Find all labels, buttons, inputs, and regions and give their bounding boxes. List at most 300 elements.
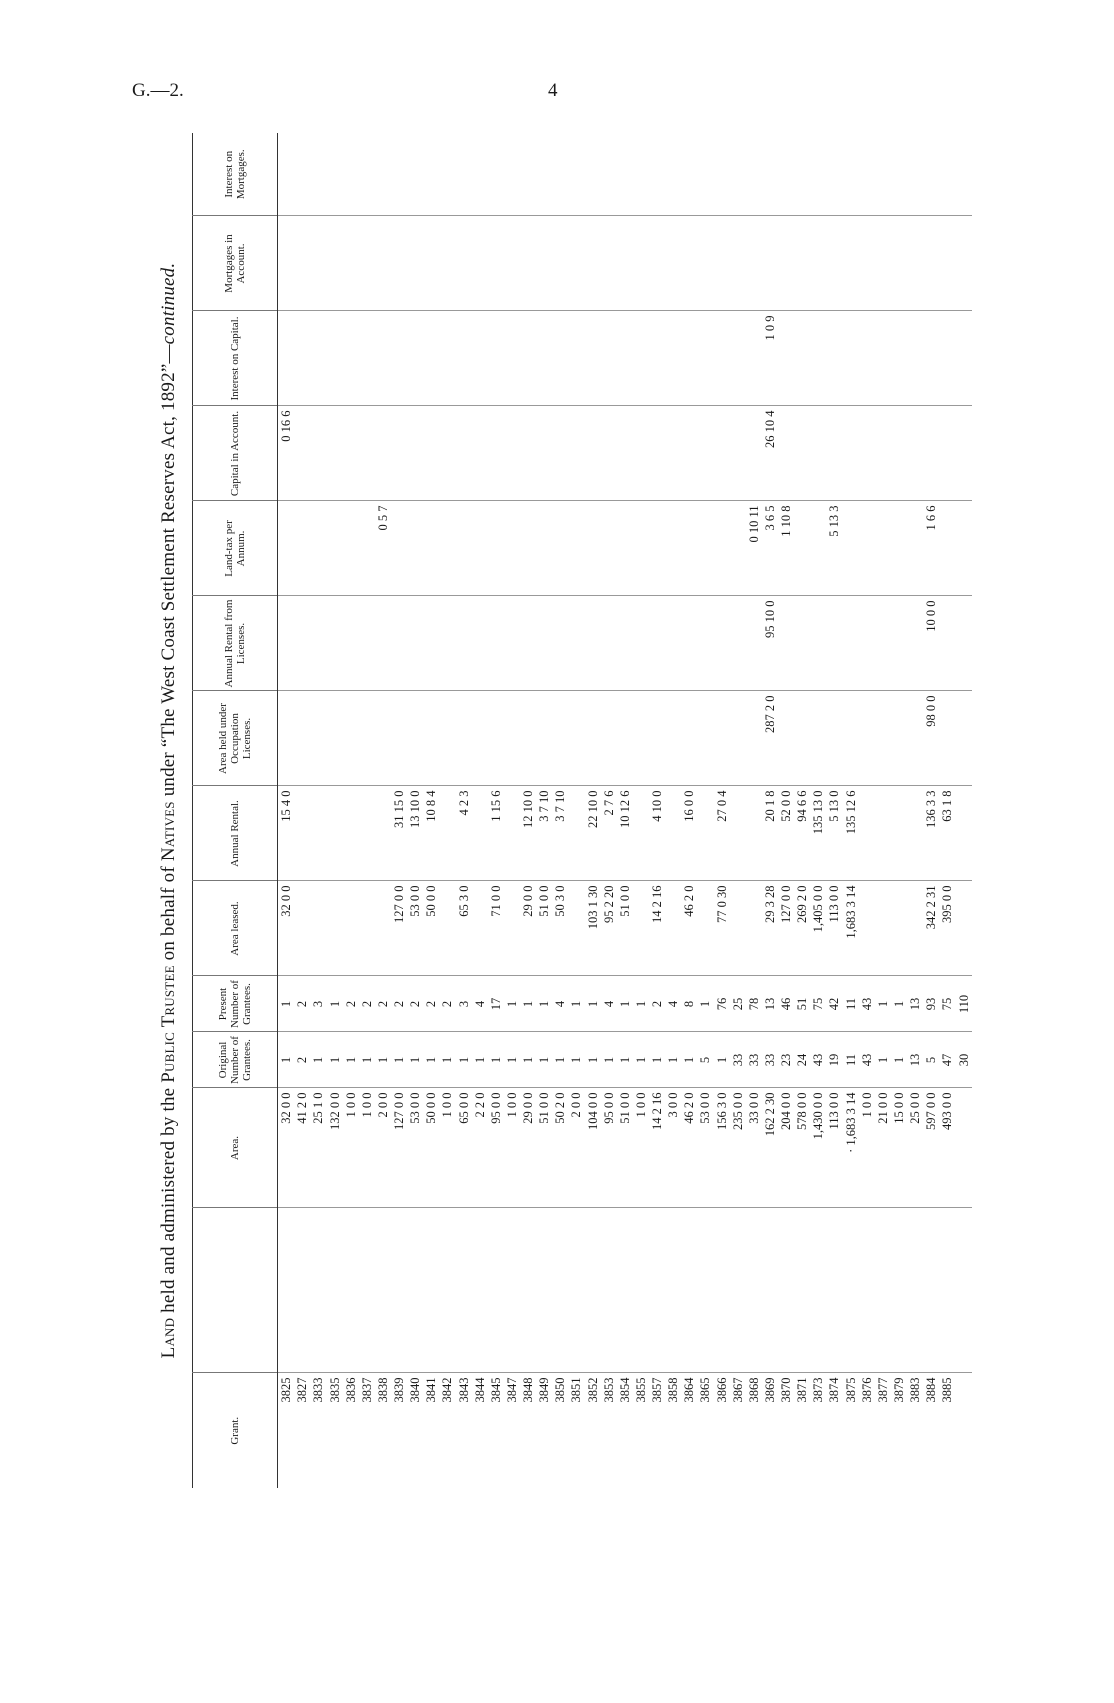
mortgages-cell bbox=[439, 216, 455, 311]
interest-capital-cell bbox=[810, 311, 826, 406]
interest-capital-cell bbox=[697, 311, 713, 406]
original-grantees-cell: 1 bbox=[649, 1032, 665, 1088]
mortgages-cell bbox=[649, 216, 665, 311]
capital-cell bbox=[794, 406, 810, 501]
original-grantees-cell: 47 bbox=[939, 1032, 955, 1088]
interest-mortgages-cell bbox=[439, 133, 455, 216]
area-cell: 41 2 0 bbox=[294, 1088, 310, 1208]
license-rental-cell bbox=[665, 596, 681, 691]
section-cell bbox=[488, 1208, 504, 1373]
interest-mortgages-cell bbox=[536, 133, 552, 216]
annual-rental-cell: 1 15 6 bbox=[488, 786, 504, 881]
section-cell bbox=[359, 1208, 375, 1373]
table-row bbox=[617, 133, 633, 1488]
capital-cell bbox=[730, 406, 746, 501]
title-part: Land bbox=[158, 1317, 179, 1359]
land-tax-cell bbox=[633, 501, 649, 596]
original-grantees-cell: 5 bbox=[697, 1032, 713, 1088]
interest-capital-cell bbox=[907, 311, 923, 406]
area-leased-cell bbox=[294, 881, 310, 976]
interest-mortgages-cell bbox=[955, 133, 972, 216]
interest-capital-cell bbox=[359, 311, 375, 406]
section-cell bbox=[875, 1208, 891, 1373]
mortgages-cell bbox=[391, 216, 407, 311]
interest-mortgages-cell bbox=[778, 133, 794, 216]
mortgages-cell bbox=[343, 216, 359, 311]
capital-cell bbox=[681, 406, 697, 501]
land-tax-cell: 0 10 11 bbox=[746, 501, 762, 596]
mortgages-cell bbox=[842, 216, 858, 311]
annual-rental-cell bbox=[472, 786, 488, 881]
annual-rental-cell bbox=[343, 786, 359, 881]
interest-capital-cell bbox=[875, 311, 891, 406]
table-row bbox=[601, 133, 617, 1488]
occupation-area-cell bbox=[343, 691, 359, 786]
land-tax-cell bbox=[697, 501, 713, 596]
interest-capital-cell bbox=[681, 311, 697, 406]
section-cell bbox=[278, 1208, 295, 1373]
capital-cell bbox=[455, 406, 471, 501]
table-row bbox=[326, 133, 342, 1488]
grant-number-cell: 3825 bbox=[278, 1373, 295, 1488]
area-cell: 25 1 0 bbox=[310, 1088, 326, 1208]
area-leased-cell: 269 2 0 bbox=[794, 881, 810, 976]
area-cell: 113 0 0 bbox=[826, 1088, 842, 1208]
mortgages-cell bbox=[907, 216, 923, 311]
occupation-area-cell bbox=[391, 691, 407, 786]
interest-mortgages-cell bbox=[649, 133, 665, 216]
table-row bbox=[294, 133, 310, 1488]
section-cell bbox=[746, 1208, 762, 1373]
present-grantees-cell: 2 bbox=[375, 976, 391, 1032]
original-grantees-cell: 2 bbox=[294, 1032, 310, 1088]
column-header bbox=[193, 1208, 278, 1373]
original-grantees-cell: 1 bbox=[278, 1032, 295, 1088]
area-cell: 127 0 0 bbox=[391, 1088, 407, 1208]
original-grantees-cell: 1 bbox=[455, 1032, 471, 1088]
interest-mortgages-cell bbox=[520, 133, 536, 216]
interest-capital-cell bbox=[649, 311, 665, 406]
section-cell bbox=[601, 1208, 617, 1373]
occupation-area-cell bbox=[520, 691, 536, 786]
present-grantees-cell: 43 bbox=[859, 976, 875, 1032]
grant-number-cell: 3866 bbox=[713, 1373, 729, 1488]
capital-cell bbox=[697, 406, 713, 501]
section-cell bbox=[472, 1208, 488, 1373]
occupation-area-cell bbox=[939, 691, 955, 786]
annual-rental-cell bbox=[697, 786, 713, 881]
annual-rental-cell: 15 4 0 bbox=[278, 786, 295, 881]
capital-cell bbox=[326, 406, 342, 501]
occupation-area-cell bbox=[407, 691, 423, 786]
annual-rental-cell: 22 10 0 bbox=[584, 786, 600, 881]
land-tax-cell bbox=[907, 501, 923, 596]
grant-number-cell: 3850 bbox=[552, 1373, 568, 1488]
present-grantees-cell: 1 bbox=[520, 976, 536, 1032]
annual-rental-cell: 135 12 6 bbox=[842, 786, 858, 881]
land-tax-cell bbox=[859, 501, 875, 596]
capital-cell bbox=[891, 406, 907, 501]
occupation-area-cell bbox=[794, 691, 810, 786]
license-rental-cell: 95 10 0 bbox=[762, 596, 778, 691]
area-cell: 162 2 30 bbox=[762, 1088, 778, 1208]
present-grantees-cell: 3 bbox=[310, 976, 326, 1032]
area-cell: 1 0 0 bbox=[359, 1088, 375, 1208]
interest-mortgages-cell bbox=[310, 133, 326, 216]
table-row bbox=[665, 133, 681, 1488]
occupation-area-cell bbox=[439, 691, 455, 786]
interest-mortgages-cell bbox=[810, 133, 826, 216]
original-grantees-cell: 1 bbox=[488, 1032, 504, 1088]
interest-capital-cell bbox=[455, 311, 471, 406]
interest-capital-cell bbox=[601, 311, 617, 406]
area-cell: 104 0 0 bbox=[584, 1088, 600, 1208]
occupation-area-cell bbox=[310, 691, 326, 786]
present-grantees-cell: 2 bbox=[439, 976, 455, 1032]
present-grantees-cell: 2 bbox=[343, 976, 359, 1032]
area-cell: 1,430 0 0 bbox=[810, 1088, 826, 1208]
interest-capital-cell bbox=[310, 311, 326, 406]
section-cell bbox=[407, 1208, 423, 1373]
area-leased-cell: 395 0 0 bbox=[939, 881, 955, 976]
mortgages-cell bbox=[536, 216, 552, 311]
capital-cell bbox=[552, 406, 568, 501]
land-tax-cell bbox=[584, 501, 600, 596]
annual-rental-cell: 13 10 0 bbox=[407, 786, 423, 881]
grant-number-cell: 3843 bbox=[455, 1373, 471, 1488]
original-grantees-cell: 1 bbox=[326, 1032, 342, 1088]
original-grantees-cell: 19 bbox=[826, 1032, 842, 1088]
interest-capital-cell bbox=[730, 311, 746, 406]
interest-mortgages-cell bbox=[633, 133, 649, 216]
table-row bbox=[536, 133, 552, 1488]
capital-cell bbox=[472, 406, 488, 501]
interest-mortgages-cell bbox=[681, 133, 697, 216]
table-row bbox=[439, 133, 455, 1488]
annual-rental-cell bbox=[359, 786, 375, 881]
land-tax-cell bbox=[568, 501, 584, 596]
area-cell: 95 0 0 bbox=[488, 1088, 504, 1208]
license-rental-cell bbox=[810, 596, 826, 691]
original-grantees-cell: 1 bbox=[423, 1032, 439, 1088]
original-grantees-cell: 1 bbox=[665, 1032, 681, 1088]
grant-number-cell: 3885 bbox=[939, 1373, 955, 1488]
land-tax-cell bbox=[891, 501, 907, 596]
annual-rental-cell bbox=[375, 786, 391, 881]
grant-number-cell: 3858 bbox=[665, 1373, 681, 1488]
present-grantees-cell: 13 bbox=[907, 976, 923, 1032]
table-title bbox=[158, 133, 180, 1488]
table-row bbox=[391, 133, 407, 1488]
mortgages-cell bbox=[826, 216, 842, 311]
column-header: Area. bbox=[193, 1088, 278, 1208]
land-tax-cell bbox=[310, 501, 326, 596]
license-rental-cell bbox=[423, 596, 439, 691]
license-rental-cell bbox=[697, 596, 713, 691]
grant-number-cell: 3875 bbox=[842, 1373, 858, 1488]
section-cell bbox=[939, 1208, 955, 1373]
table-row bbox=[794, 133, 810, 1488]
area-leased-cell: 77 0 30 bbox=[713, 881, 729, 976]
land-tax-cell bbox=[810, 501, 826, 596]
annual-rental-cell: 3 7 10 bbox=[536, 786, 552, 881]
occupation-area-cell bbox=[891, 691, 907, 786]
area-cell: 46 2 0 bbox=[681, 1088, 697, 1208]
interest-mortgages-cell bbox=[907, 133, 923, 216]
present-grantees-cell: 46 bbox=[778, 976, 794, 1032]
capital-cell bbox=[601, 406, 617, 501]
occupation-area-cell bbox=[536, 691, 552, 786]
area-leased-cell: 1,405 0 0 bbox=[810, 881, 826, 976]
section-cell bbox=[617, 1208, 633, 1373]
table-row bbox=[730, 133, 746, 1488]
license-rental-cell bbox=[536, 596, 552, 691]
original-grantees-cell: 33 bbox=[746, 1032, 762, 1088]
capital-cell: 26 10 4 bbox=[762, 406, 778, 501]
grant-number-cell: 3835 bbox=[326, 1373, 342, 1488]
area-leased-cell bbox=[326, 881, 342, 976]
capital-cell bbox=[955, 406, 972, 501]
mortgages-cell bbox=[859, 216, 875, 311]
annual-rental-cell bbox=[439, 786, 455, 881]
interest-mortgages-cell bbox=[455, 133, 471, 216]
area-cell: 14 2 16 bbox=[649, 1088, 665, 1208]
original-grantees-cell: 24 bbox=[794, 1032, 810, 1088]
section-cell bbox=[826, 1208, 842, 1373]
area-leased-cell: 103 1 30 bbox=[584, 881, 600, 976]
license-rental-cell bbox=[778, 596, 794, 691]
area-leased-cell bbox=[568, 881, 584, 976]
occupation-area-cell bbox=[746, 691, 762, 786]
interest-mortgages-cell bbox=[859, 133, 875, 216]
capital-cell bbox=[778, 406, 794, 501]
annual-rental-cell: 63 1 8 bbox=[939, 786, 955, 881]
area-cell: 1 0 0 bbox=[633, 1088, 649, 1208]
capital-cell bbox=[842, 406, 858, 501]
original-grantees-cell: 11 bbox=[842, 1032, 858, 1088]
area-cell: 1 0 0 bbox=[343, 1088, 359, 1208]
interest-mortgages-cell bbox=[584, 133, 600, 216]
present-grantees-cell: 75 bbox=[810, 976, 826, 1032]
mortgages-cell bbox=[455, 216, 471, 311]
license-rental-cell bbox=[568, 596, 584, 691]
license-rental-cell bbox=[455, 596, 471, 691]
original-grantees-cell: 1 bbox=[891, 1032, 907, 1088]
area-leased-cell: 29 3 28 bbox=[762, 881, 778, 976]
mortgages-cell bbox=[665, 216, 681, 311]
area-leased-cell bbox=[955, 881, 972, 976]
area-leased-cell bbox=[439, 881, 455, 976]
area-cell: 1 0 0 bbox=[859, 1088, 875, 1208]
capital-cell bbox=[407, 406, 423, 501]
section-cell bbox=[504, 1208, 520, 1373]
occupation-area-cell bbox=[504, 691, 520, 786]
grant-number-cell bbox=[955, 1373, 972, 1488]
interest-mortgages-cell bbox=[343, 133, 359, 216]
table-row bbox=[923, 133, 939, 1488]
mortgages-cell bbox=[923, 216, 939, 311]
grant-number-cell: 3841 bbox=[423, 1373, 439, 1488]
table-body bbox=[278, 133, 973, 1488]
area-leased-cell bbox=[343, 881, 359, 976]
original-grantees-cell: 13 bbox=[907, 1032, 923, 1088]
interest-capital-cell bbox=[891, 311, 907, 406]
capital-cell bbox=[488, 406, 504, 501]
grant-number-cell: 3883 bbox=[907, 1373, 923, 1488]
annual-rental-cell bbox=[891, 786, 907, 881]
section-cell bbox=[423, 1208, 439, 1373]
table-row bbox=[552, 133, 568, 1488]
land-tax-cell bbox=[278, 501, 295, 596]
annual-rental-cell: 20 1 8 bbox=[762, 786, 778, 881]
land-tax-cell bbox=[552, 501, 568, 596]
occupation-area-cell bbox=[633, 691, 649, 786]
column-header: Mortgages in Account. bbox=[193, 216, 278, 311]
occupation-area-cell bbox=[359, 691, 375, 786]
original-grantees-cell: 33 bbox=[730, 1032, 746, 1088]
license-rental-cell bbox=[504, 596, 520, 691]
header-row bbox=[193, 133, 278, 1488]
annual-rental-cell: 5 13 0 bbox=[826, 786, 842, 881]
column-header: Area leased. bbox=[193, 881, 278, 976]
column-header: Present Number of Grantees. bbox=[193, 976, 278, 1032]
original-grantees-cell: 1 bbox=[601, 1032, 617, 1088]
interest-capital-cell bbox=[665, 311, 681, 406]
original-grantees-cell: 1 bbox=[504, 1032, 520, 1088]
page-number: 4 bbox=[548, 80, 558, 101]
interest-mortgages-cell bbox=[617, 133, 633, 216]
mortgages-cell bbox=[488, 216, 504, 311]
capital-cell bbox=[294, 406, 310, 501]
interest-mortgages-cell bbox=[665, 133, 681, 216]
annual-rental-cell bbox=[746, 786, 762, 881]
original-grantees-cell: 1 bbox=[391, 1032, 407, 1088]
section-cell bbox=[794, 1208, 810, 1373]
original-grantees-cell: 30 bbox=[955, 1032, 972, 1088]
occupation-area-cell bbox=[697, 691, 713, 786]
grant-number-cell: 3827 bbox=[294, 1373, 310, 1488]
annual-rental-cell: 31 15 0 bbox=[391, 786, 407, 881]
table-row bbox=[762, 133, 778, 1488]
interest-mortgages-cell bbox=[875, 133, 891, 216]
present-grantees-cell: 76 bbox=[713, 976, 729, 1032]
interest-capital-cell bbox=[826, 311, 842, 406]
mortgages-cell bbox=[617, 216, 633, 311]
original-grantees-cell: 43 bbox=[859, 1032, 875, 1088]
original-grantees-cell: 1 bbox=[343, 1032, 359, 1088]
land-tax-cell bbox=[617, 501, 633, 596]
annual-rental-cell: 10 8 4 bbox=[423, 786, 439, 881]
present-grantees-cell: 75 bbox=[939, 976, 955, 1032]
area-leased-cell bbox=[472, 881, 488, 976]
section-cell bbox=[842, 1208, 858, 1373]
license-rental-cell bbox=[375, 596, 391, 691]
column-header: Original Number of Grantees. bbox=[193, 1032, 278, 1088]
section-cell bbox=[294, 1208, 310, 1373]
section-cell bbox=[665, 1208, 681, 1373]
present-grantees-cell: 1 bbox=[697, 976, 713, 1032]
mortgages-cell bbox=[375, 216, 391, 311]
area-cell: 204 0 0 bbox=[778, 1088, 794, 1208]
table-row bbox=[375, 133, 391, 1488]
present-grantees-cell: 3 bbox=[455, 976, 471, 1032]
occupation-area-cell bbox=[649, 691, 665, 786]
present-grantees-cell: 2 bbox=[391, 976, 407, 1032]
interest-mortgages-cell bbox=[923, 133, 939, 216]
area-cell: 2 0 0 bbox=[568, 1088, 584, 1208]
present-grantees-cell: 1 bbox=[584, 976, 600, 1032]
mortgages-cell bbox=[746, 216, 762, 311]
land-tax-cell bbox=[520, 501, 536, 596]
land-tax-cell bbox=[294, 501, 310, 596]
capital-cell bbox=[504, 406, 520, 501]
table-row bbox=[746, 133, 762, 1488]
capital-cell bbox=[343, 406, 359, 501]
license-rental-cell bbox=[278, 596, 295, 691]
area-cell: 51 0 0 bbox=[617, 1088, 633, 1208]
area-leased-cell: 29 0 0 bbox=[520, 881, 536, 976]
occupation-area-cell bbox=[488, 691, 504, 786]
present-grantees-cell: 4 bbox=[601, 976, 617, 1032]
grant-number-cell: 3868 bbox=[746, 1373, 762, 1488]
land-tax-cell bbox=[649, 501, 665, 596]
table-row bbox=[810, 133, 826, 1488]
present-grantees-cell: 11 bbox=[842, 976, 858, 1032]
capital-cell: 0 16 6 bbox=[278, 406, 295, 501]
present-grantees-cell: 4 bbox=[665, 976, 681, 1032]
original-grantees-cell: 33 bbox=[762, 1032, 778, 1088]
area-leased-cell: 65 3 0 bbox=[455, 881, 471, 976]
original-grantees-cell: 1 bbox=[633, 1032, 649, 1088]
area-cell: · 1,683 3 14 bbox=[842, 1088, 858, 1208]
area-leased-cell: 95 2 20 bbox=[601, 881, 617, 976]
grant-number-cell: 3854 bbox=[617, 1373, 633, 1488]
mortgages-cell bbox=[681, 216, 697, 311]
mortgages-cell bbox=[294, 216, 310, 311]
title-part: held and administered by the bbox=[158, 1082, 179, 1318]
mortgages-cell bbox=[810, 216, 826, 311]
table-row bbox=[407, 133, 423, 1488]
present-grantees-cell: 13 bbox=[762, 976, 778, 1032]
interest-mortgages-cell bbox=[826, 133, 842, 216]
land-tax-cell: 0 5 7 bbox=[375, 501, 391, 596]
capital-cell bbox=[439, 406, 455, 501]
original-grantees-cell: 1 bbox=[520, 1032, 536, 1088]
area-cell: 2 2 0 bbox=[472, 1088, 488, 1208]
column-header: Interest on Capital. bbox=[193, 311, 278, 406]
area-cell: 156 3 0 bbox=[713, 1088, 729, 1208]
original-grantees-cell: 1 bbox=[375, 1032, 391, 1088]
grant-number-cell: 3840 bbox=[407, 1373, 423, 1488]
land-tax-cell bbox=[730, 501, 746, 596]
capital-cell bbox=[617, 406, 633, 501]
interest-capital-cell bbox=[584, 311, 600, 406]
present-grantees-cell: 78 bbox=[746, 976, 762, 1032]
capital-cell bbox=[907, 406, 923, 501]
interest-capital-cell bbox=[423, 311, 439, 406]
section-cell bbox=[923, 1208, 939, 1373]
table-row bbox=[568, 133, 584, 1488]
section-cell bbox=[891, 1208, 907, 1373]
table-row bbox=[681, 133, 697, 1488]
original-grantees-cell: 23 bbox=[778, 1032, 794, 1088]
interest-capital-cell bbox=[842, 311, 858, 406]
mortgages-cell bbox=[278, 216, 295, 311]
license-rental-cell bbox=[859, 596, 875, 691]
mortgages-cell bbox=[504, 216, 520, 311]
land-tax-cell bbox=[391, 501, 407, 596]
area-cell: 33 0 0 bbox=[746, 1088, 762, 1208]
